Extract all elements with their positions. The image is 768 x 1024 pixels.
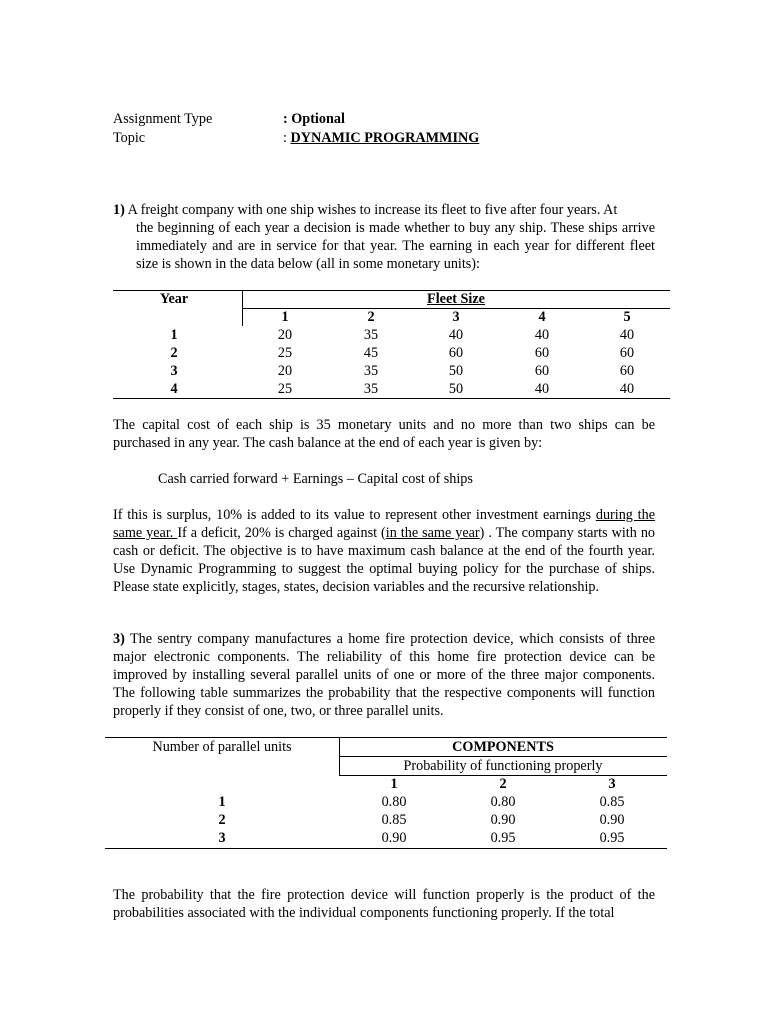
fleet-size-col: 1 <box>281 309 289 325</box>
assignment-type-value: : Optional <box>283 111 345 127</box>
question-1-rest: the beginning of each year a decision is made whether to buy any ship. These ships arrive immediately and are in service for that year. The earning in each year for different fleet size is shown in the data below (all in some monetary units): <box>136 220 655 272</box>
table-cell: 35 <box>363 327 379 343</box>
surplus-text-3: ) . The company starts with no cash or deficit. The objective is to have maximum cash balance at the end of the fourth year. Use Dynamic Programming to suggest the optimal buying policy for the purchase of ships. Please state explicitly, stages, states, decision variables and the recursive relationship. <box>113 525 656 595</box>
table-cell: 0.80 <box>381 794 407 810</box>
table-cell: 0.90 <box>381 830 407 846</box>
table-cell: 45 <box>363 345 379 361</box>
table-cell: 25 <box>277 381 293 397</box>
topic-value: DYNAMIC PROGRAMMING <box>290 130 480 146</box>
fleet-size-col: 3 <box>452 309 460 325</box>
question-1 <box>113 201 655 273</box>
components-header: COMPONENTS <box>452 739 554 755</box>
units-cell: 2 <box>218 812 226 828</box>
assignment-type-label: Assignment Type <box>113 111 213 127</box>
table-cell: 40 <box>619 327 635 343</box>
surplus-text-1: If this is surplus, 10% is added to its value to represent other investment earnings <box>113 507 596 523</box>
table-cell: 20 <box>277 327 293 343</box>
units-cell: 3 <box>218 830 226 846</box>
table-cell: 20 <box>277 363 293 379</box>
table-cell: 40 <box>534 327 550 343</box>
table-cell: 60 <box>619 345 635 361</box>
surplus-paragraph <box>113 506 655 596</box>
table-cell: 50 <box>448 381 464 397</box>
table-cell: 0.80 <box>490 794 516 810</box>
year-cell: 4 <box>170 381 178 397</box>
final-paragraph: The probability that the fire protection device will function properly is the product of the probabilities associated with the individual components functioning properly. If the total <box>113 887 655 921</box>
question-1-first-line <box>113 201 655 219</box>
table-cell: 25 <box>277 345 293 361</box>
year-cell: 2 <box>170 345 178 361</box>
component-col: 3 <box>608 776 616 792</box>
table-cell: 0.90 <box>599 812 625 828</box>
parallel-units-header: Number of parallel units <box>152 739 292 755</box>
year-cell: 1 <box>170 327 178 343</box>
topic-colon: : <box>283 130 291 146</box>
surplus-text-2: If a deficit, 20% is charged against ( <box>177 525 386 541</box>
topic-label: Topic <box>113 130 146 146</box>
surplus-underline-1: during the same year. <box>113 507 656 541</box>
year-cell: 3 <box>170 363 178 379</box>
surplus-underline-2: in the same year <box>385 525 480 541</box>
cash-balance-formula: Cash carried forward + Earnings – Capital cost of ships <box>158 471 473 487</box>
table-cell: 60 <box>534 345 550 361</box>
question-1-line1: A freight company with one ship wishes to increase its fleet to five after four years. At <box>124 202 618 218</box>
table-cell: 50 <box>448 363 464 379</box>
table-cell: 0.95 <box>490 830 516 846</box>
component-col: 1 <box>390 776 398 792</box>
fleet-size-col: 2 <box>367 309 375 325</box>
question-1-number: 1) <box>113 202 125 218</box>
table-cell: 0.95 <box>599 830 625 846</box>
capital-cost-paragraph: The capital cost of each ship is 35 monetary units and no more than two ships can be purchased in any year. The cash balance at the end of each year is given by: <box>113 417 655 451</box>
table-cell: 60 <box>619 363 635 379</box>
table-cell: 0.85 <box>599 794 625 810</box>
table-cell: 40 <box>619 381 635 397</box>
question-3 <box>113 630 655 720</box>
units-cell: 1 <box>218 794 226 810</box>
table-cell: 60 <box>448 345 464 361</box>
topic-value-wrap <box>283 129 479 147</box>
table-cell: 40 <box>448 327 464 343</box>
year-header: Year <box>159 291 189 307</box>
table-cell: 35 <box>363 363 379 379</box>
fleet-size-col: 5 <box>623 309 631 325</box>
component-col: 2 <box>499 776 507 792</box>
table-cell: 40 <box>534 381 550 397</box>
fleet-size-col: 4 <box>538 309 546 325</box>
table-cell: 35 <box>363 381 379 397</box>
fleet-size-header: Fleet Size <box>427 291 485 307</box>
question-3-number: 3) <box>113 631 125 647</box>
table-cell: 60 <box>534 363 550 379</box>
table-cell: 0.90 <box>490 812 516 828</box>
probability-header: Probability of functioning properly <box>403 758 603 774</box>
question-3-text: The sentry company manufactures a home fire protection device, which consists of three major electronic components. The reliability of this home fire protection device can be improved by installing several parallel units of one or more of the three major components. The following table summarizes the probability that the respective components will function properly if they consist of one, two, or three parallel units. <box>113 631 655 719</box>
table-cell: 0.85 <box>381 812 407 828</box>
